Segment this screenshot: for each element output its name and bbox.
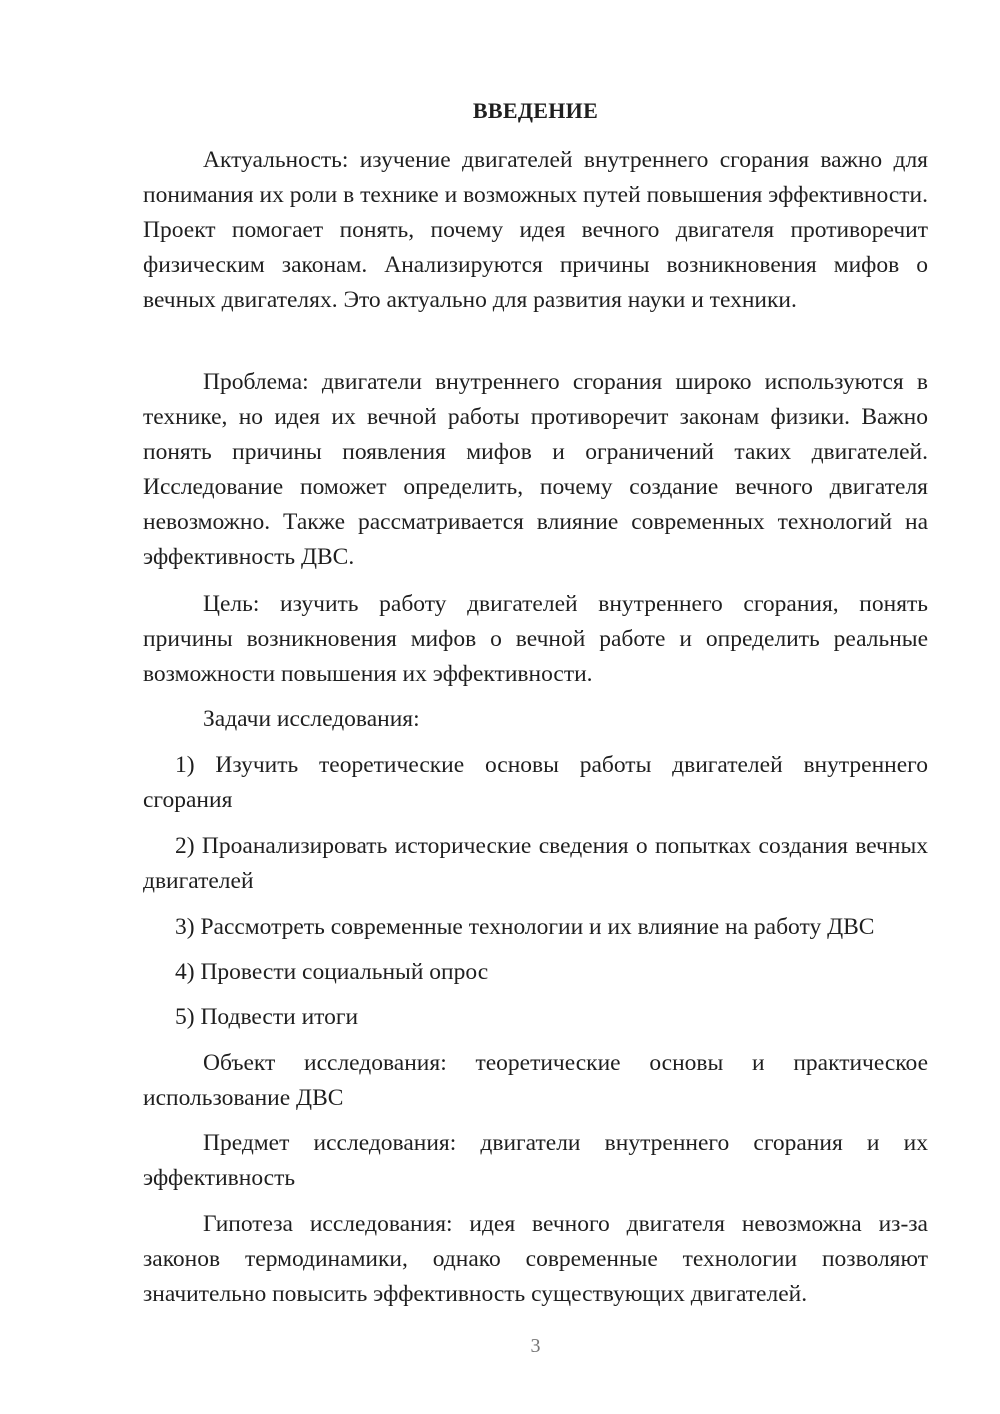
page-title: ВВЕДЕНИЕ — [472, 98, 599, 123]
task-item-4: 4) Провести социальный опрос — [175, 959, 489, 985]
hypothesis-paragraph: Гипотеза исследования: идея вечного двигателя невозможна из-за законов термодинамики, однако современные технологии позволяют значительно повысить эффективность существующих двигателей. — [143, 1211, 928, 1307]
subject-paragraph: Предмет исследования: двигатели внутреннего сгорания и их эффективность — [143, 1130, 928, 1191]
task-item-1: 1) Изучить теоретические основы работы двигателей внутреннего сгорания — [143, 752, 928, 813]
relevance-paragraph: Актуальность: изучение двигателей внутреннего сгорания важно для понимания их роли в технике и возможных путей повышения эффективности. Проект помогает понять, почему идея вечного двигателя противоречит физическим законам. Анализируются причины возникновения мифов о вечных двигателях. Это актуально для развития науки и техники. — [143, 147, 928, 313]
tasks-heading: Задачи исследования: — [203, 706, 420, 732]
object-paragraph: Объект исследования: теоретические основы и практическое использование ДВС — [143, 1050, 928, 1111]
task-item-3: 3) Рассмотреть современные технологии и их влияние на работу ДВС — [175, 914, 875, 940]
goal-paragraph: Цель: изучить работу двигателей внутреннего сгорания, понять причины возникновения мифов о вечной работе и определить реальные возможности повышения их эффективности. — [143, 591, 928, 687]
page-number: 3 — [530, 1335, 541, 1357]
problem-paragraph: Проблема: двигатели внутреннего сгорания широко используются в технике, но идея их вечной работы противоречит законам физики. Важно понять причины появления мифов и ограничений таких двигателей. Исследование поможет определить, почему создание вечного двигателя невозможно. Также рассматривается влияние современных технологий на эффективность ДВС. — [143, 369, 928, 570]
task-item-5: 5) Подвести итоги — [175, 1004, 359, 1030]
document-page — [143, 0, 928, 1414]
task-item-2: 2) Проанализировать исторические сведения о попытках создания вечных двигателей — [143, 833, 928, 894]
